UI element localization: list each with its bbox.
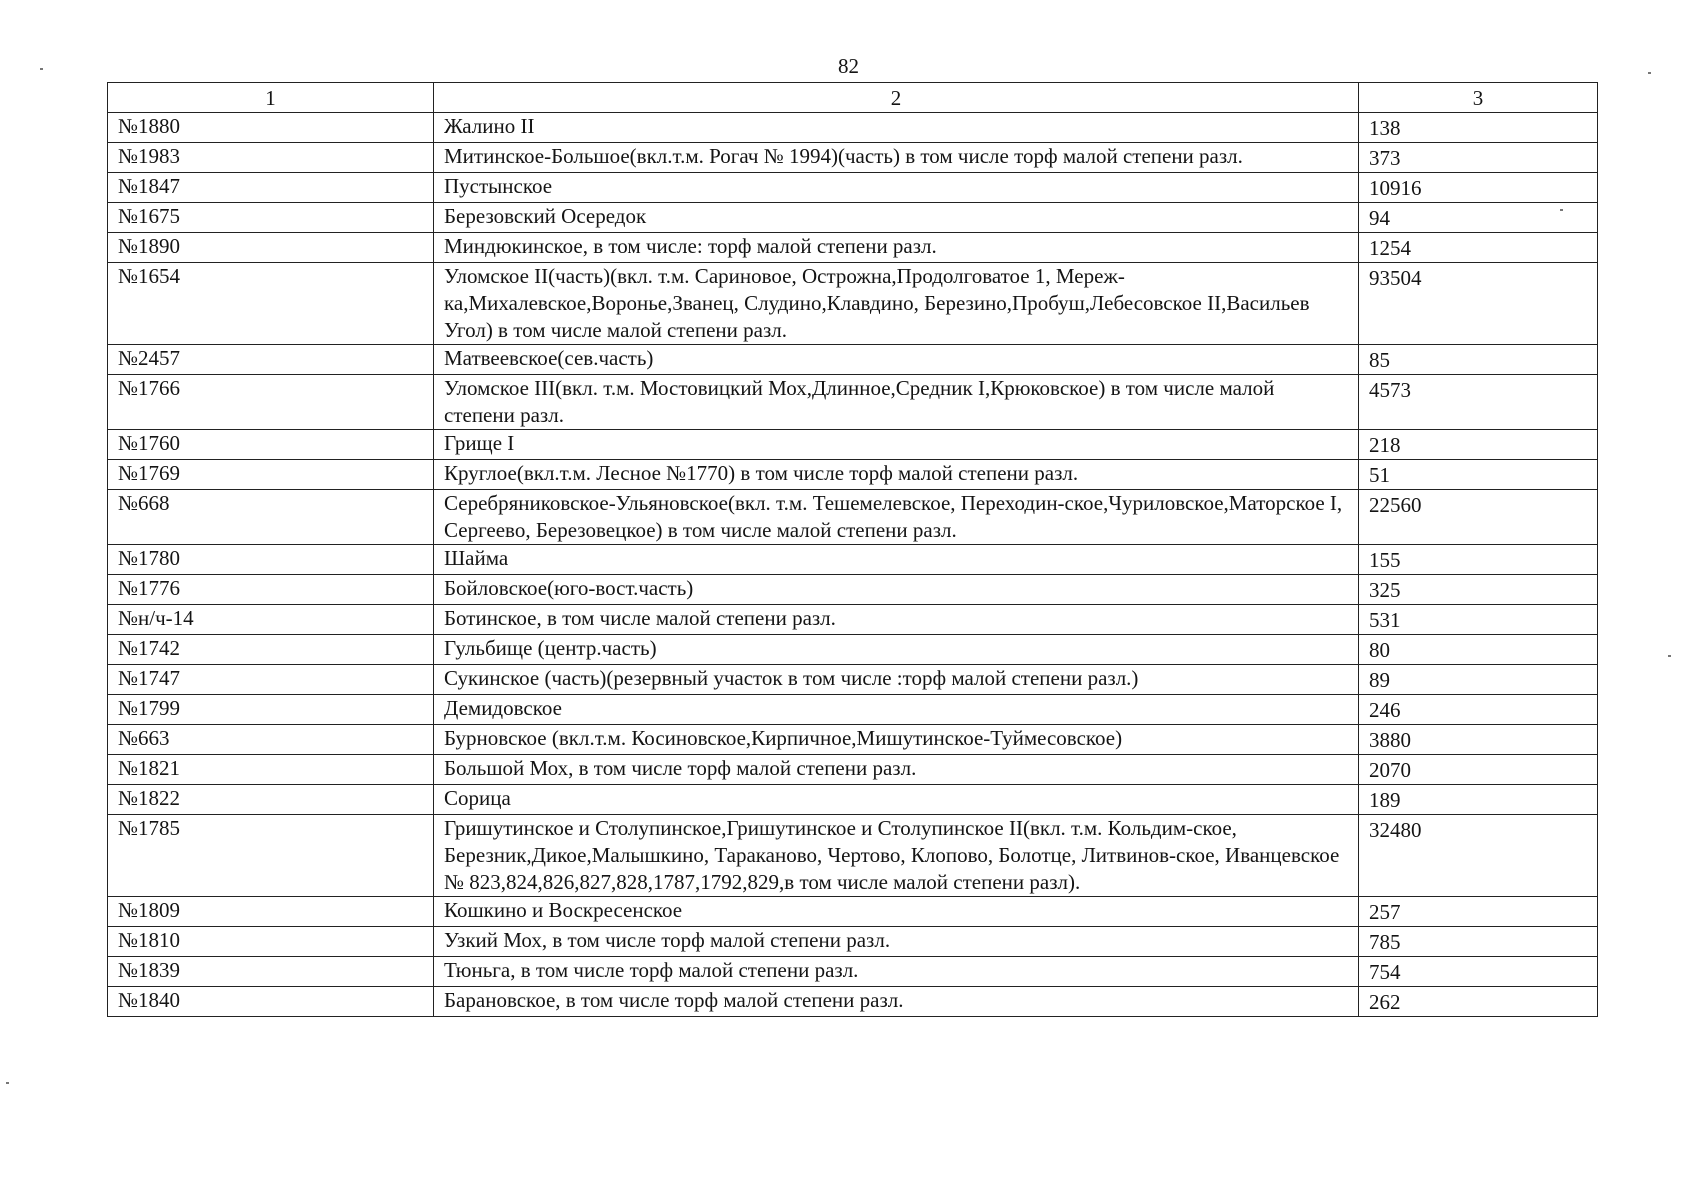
table-row [108,545,1598,575]
area-value-cell: 51 [1359,460,1598,490]
table-header-row [108,83,1598,113]
scan-speck [40,68,43,70]
area-value-cell: 785 [1359,927,1598,957]
table-body [108,113,1598,1017]
table-row [108,665,1598,695]
table-row [108,460,1598,490]
deposit-name-cell: Митинское-Большое(вкл.т.м. Рогач № 1994)(часть) в том числе торф малой степени разл. [434,143,1359,173]
table-row [108,815,1598,897]
deposit-name-cell: Большой Мох, в том числе торф малой степени разл. [434,755,1359,785]
table-row [108,345,1598,375]
deposit-number-cell: №1766 [108,375,434,430]
area-value-cell: 257 [1359,897,1598,927]
deposit-name-cell: Бурновское (вкл.т.м. Косиновское,Кирпичное,Мишутинское-Туймесовское) [434,725,1359,755]
area-value-cell: 2070 [1359,755,1598,785]
deposit-name-cell: Сорица [434,785,1359,815]
deposit-number-cell: №1799 [108,695,434,725]
table-row [108,987,1598,1017]
deposit-number-cell: №1809 [108,897,434,927]
deposit-name-cell: Гришутинское и Столупинское,Гришутинское и Столупинское II(вкл. т.м. Кольдим-ское, Березник,Дикое,Малышкино, Тараканово, Чертово, Клопово, Болотце, Литвинов-ское, Иванцевское № 823,824,826,827,828,1787,1792,829,в том числе малой степени разл). [434,815,1359,897]
column-header-3: 3 [1359,83,1598,113]
deposit-name-cell: Демидовское [434,695,1359,725]
table-row [108,490,1598,545]
deposit-name-cell: Шайма [434,545,1359,575]
deposit-number-cell: №1840 [108,987,434,1017]
deposit-name-cell: Узкий Мох, в том числе торф малой степени разл. [434,927,1359,957]
area-value-cell: 531 [1359,605,1598,635]
table-row [108,927,1598,957]
page-number: 82 [838,54,859,78]
table-row [108,233,1598,263]
deposit-number-cell: №н/ч-14 [108,605,434,635]
area-value-cell: 10916 [1359,173,1598,203]
deposit-name-cell: Кошкино и Воскресенское [434,897,1359,927]
table-row [108,430,1598,460]
area-value-cell: 3880 [1359,725,1598,755]
scan-speck [1668,655,1671,657]
deposit-name-cell: Пустынское [434,173,1359,203]
table-row [108,785,1598,815]
column-header-2: 2 [434,83,1359,113]
deposit-number-cell: №1742 [108,635,434,665]
table-row [108,203,1598,233]
deposit-number-cell: №1821 [108,755,434,785]
deposit-number-cell: №1760 [108,430,434,460]
table-row [108,575,1598,605]
table-row [108,957,1598,987]
deposit-number-cell: №2457 [108,345,434,375]
deposit-number-cell: №1880 [108,113,434,143]
area-value-cell: 325 [1359,575,1598,605]
area-value-cell: 373 [1359,143,1598,173]
deposit-number-cell: №1822 [108,785,434,815]
deposit-name-cell: Гульбище (центр.часть) [434,635,1359,665]
scan-speck [1560,209,1563,211]
table-row [108,263,1598,345]
area-value-cell: 94 [1359,203,1598,233]
area-value-cell: 218 [1359,430,1598,460]
deposit-number-cell: №1785 [108,815,434,897]
area-value-cell: 754 [1359,957,1598,987]
deposit-number-cell: №1769 [108,460,434,490]
deposit-name-cell: Березовский Осередок [434,203,1359,233]
deposit-name-cell: Серебряниковское-Ульяновское(вкл. т.м. Тешемелевское, Переходин-ское,Чуриловское,Маторское I, Сергеево, Березовецкое) в том числе малой степени разл. [434,490,1359,545]
scan-speck [6,1082,9,1084]
area-value-cell: 32480 [1359,815,1598,897]
deposit-name-cell: Грище I [434,430,1359,460]
area-value-cell: 4573 [1359,375,1598,430]
table-row [108,755,1598,785]
area-value-cell: 85 [1359,345,1598,375]
area-value-cell: 262 [1359,987,1598,1017]
table-row [108,113,1598,143]
peat-deposits-table [107,82,1598,1017]
deposit-name-cell: Барановское, в том числе торф малой степени разл. [434,987,1359,1017]
deposit-name-cell: Ботинское, в том числе малой степени разл. [434,605,1359,635]
deposit-number-cell: №1983 [108,143,434,173]
deposit-name-cell: Сукинское (часть)(резервный участок в том числе :торф малой степени разл.) [434,665,1359,695]
deposit-number-cell: №1776 [108,575,434,605]
deposit-number-cell: №1810 [108,927,434,957]
area-value-cell: 189 [1359,785,1598,815]
deposit-number-cell: №1675 [108,203,434,233]
deposit-name-cell: Бойловское(юго-вост.часть) [434,575,1359,605]
deposit-name-cell: Круглое(вкл.т.м. Лесное №1770) в том числе торф малой степени разл. [434,460,1359,490]
deposit-number-cell: №1847 [108,173,434,203]
deposit-number-cell: №1890 [108,233,434,263]
area-value-cell: 155 [1359,545,1598,575]
table-row [108,173,1598,203]
table-row [108,143,1598,173]
area-value-cell: 89 [1359,665,1598,695]
scan-speck [1648,72,1651,74]
area-value-cell: 93504 [1359,263,1598,345]
table-row [108,635,1598,665]
table-row [108,725,1598,755]
deposit-number-cell: №1747 [108,665,434,695]
deposit-name-cell: Тюньга, в том числе торф малой степени разл. [434,957,1359,987]
deposit-number-cell: №1780 [108,545,434,575]
table-row [108,695,1598,725]
deposit-name-cell: Матвеевское(сев.часть) [434,345,1359,375]
deposit-name-cell: Уломское III(вкл. т.м. Мостовицкий Мох,Длинное,Средник I,Крюковское) в том числе малой степени разл. [434,375,1359,430]
deposit-number-cell: №668 [108,490,434,545]
deposit-number-cell: №1839 [108,957,434,987]
deposit-number-cell: №663 [108,725,434,755]
deposit-name-cell: Жалино II [434,113,1359,143]
area-value-cell: 138 [1359,113,1598,143]
table-row [108,897,1598,927]
area-value-cell: 246 [1359,695,1598,725]
column-header-1: 1 [108,83,434,113]
table-row [108,375,1598,430]
deposit-number-cell: №1654 [108,263,434,345]
area-value-cell: 80 [1359,635,1598,665]
deposit-name-cell: Миндюкинское, в том числе: торф малой степени разл. [434,233,1359,263]
table-row [108,605,1598,635]
area-value-cell: 1254 [1359,233,1598,263]
area-value-cell: 22560 [1359,490,1598,545]
deposit-name-cell: Уломское II(часть)(вкл. т.м. Сариновое, Острожна,Продолговатое 1, Мереж-ка,Михалевское,Воронье,Званец, Слудино,Клавдино, Березино,Пробуш,Лебесовское II,Васильев Угол) в том числе малой степени разл. [434,263,1359,345]
